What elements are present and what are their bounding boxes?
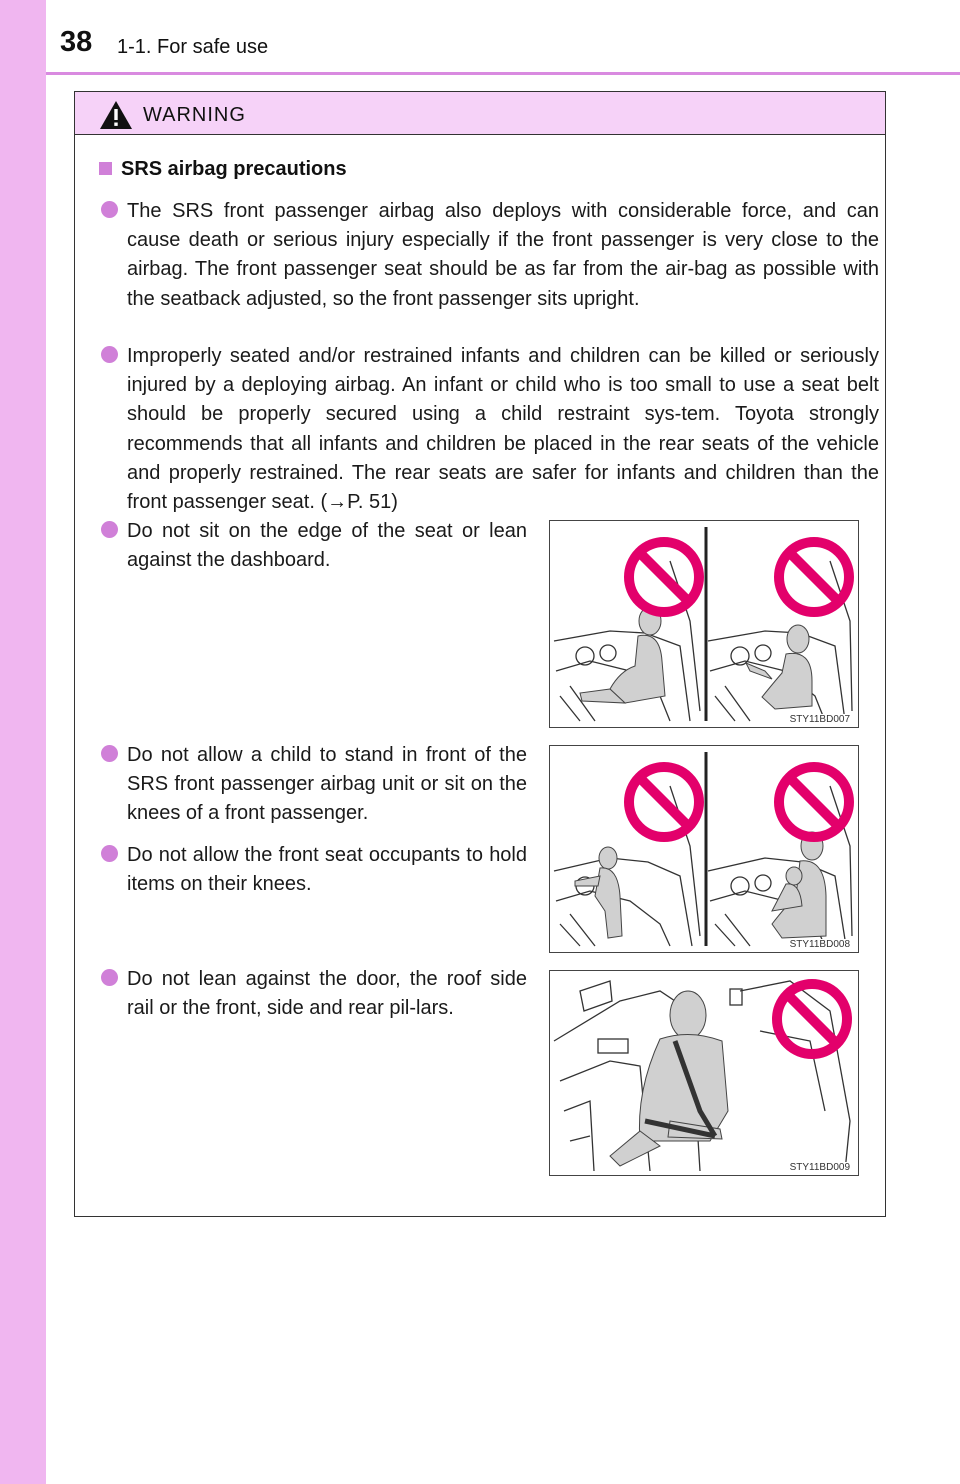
header-divider (46, 72, 960, 75)
bullet-text: Improperly seated and/or restrained infants and children can be killed or seriously injured by a deploying airbag. An infant or child who is too small to use a seat belt should be properly secured using a child restraint sys-tem. Toyota strongly recommends that all infants and children be placed in the rear seats of the vehicle and properly restrained. The rear seats are safer for infants and children than the front passenger seat. (→P. 51) (127, 345, 879, 514)
bullet-dot-icon (101, 745, 118, 762)
prohibition-icon (779, 542, 849, 612)
warning-title: WARNING (143, 104, 246, 126)
prohibition-icon (777, 984, 847, 1054)
bullet-item (127, 517, 527, 575)
illustration-leaning-door (549, 970, 859, 1176)
square-bullet-icon (99, 162, 112, 175)
bullet-item (127, 965, 527, 1023)
illustration-child-standing (549, 745, 859, 953)
section-title: 1-1. For safe use (117, 36, 269, 58)
bullet-item (127, 342, 879, 517)
prohibition-icon (629, 767, 699, 837)
bullet-item (127, 741, 527, 829)
figure-code: STY11BD007 (789, 714, 850, 725)
bullet-text: Do not allow the front seat occupants to hold items on their knees. (127, 844, 527, 896)
warning-header (75, 92, 885, 135)
bullet-dot-icon (101, 201, 118, 218)
bullet-text: Do not allow a child to stand in front of the SRS front passenger airbag unit or sit on the knees of a front passenger. (127, 744, 527, 825)
bullet-text: Do not lean against the door, the roof side rail or the front, side and rear pil-lars. (127, 968, 527, 1020)
section-subheading (99, 158, 347, 181)
prohibition-icon (629, 542, 699, 612)
bullet-item (127, 197, 879, 314)
bullet-dot-icon (101, 845, 118, 862)
subheading-text: SRS airbag precautions (121, 158, 347, 180)
prohibition-icon (779, 767, 849, 837)
warning-triangle-icon (99, 100, 133, 130)
illustration-seat-edge (549, 520, 859, 728)
figure-code: STY11BD008 (789, 939, 850, 950)
bullet-dot-icon (101, 346, 118, 363)
bullet-dot-icon (101, 969, 118, 986)
bullet-text: The SRS front passenger airbag also deploys with considerable force, and can cause death or serious injury especially if the front passenger is very close to the airbag. The front passenger seat should be as far from the air-bag as possible with the seatback adjusted, so the front passenger sits upright. (127, 200, 879, 310)
bullet-dot-icon (101, 521, 118, 538)
bullet-item (127, 841, 527, 899)
warning-box (74, 91, 886, 1217)
illustration-drawing (550, 971, 858, 1175)
bullet-text: Do not sit on the edge of the seat or lean against the dashboard. (127, 520, 527, 572)
page-number: 38 (60, 26, 93, 58)
illustration-drawing (550, 521, 858, 727)
illustration-drawing (550, 746, 858, 952)
side-color-strip (0, 0, 46, 1484)
figure-code: STY11BD009 (789, 1162, 850, 1173)
